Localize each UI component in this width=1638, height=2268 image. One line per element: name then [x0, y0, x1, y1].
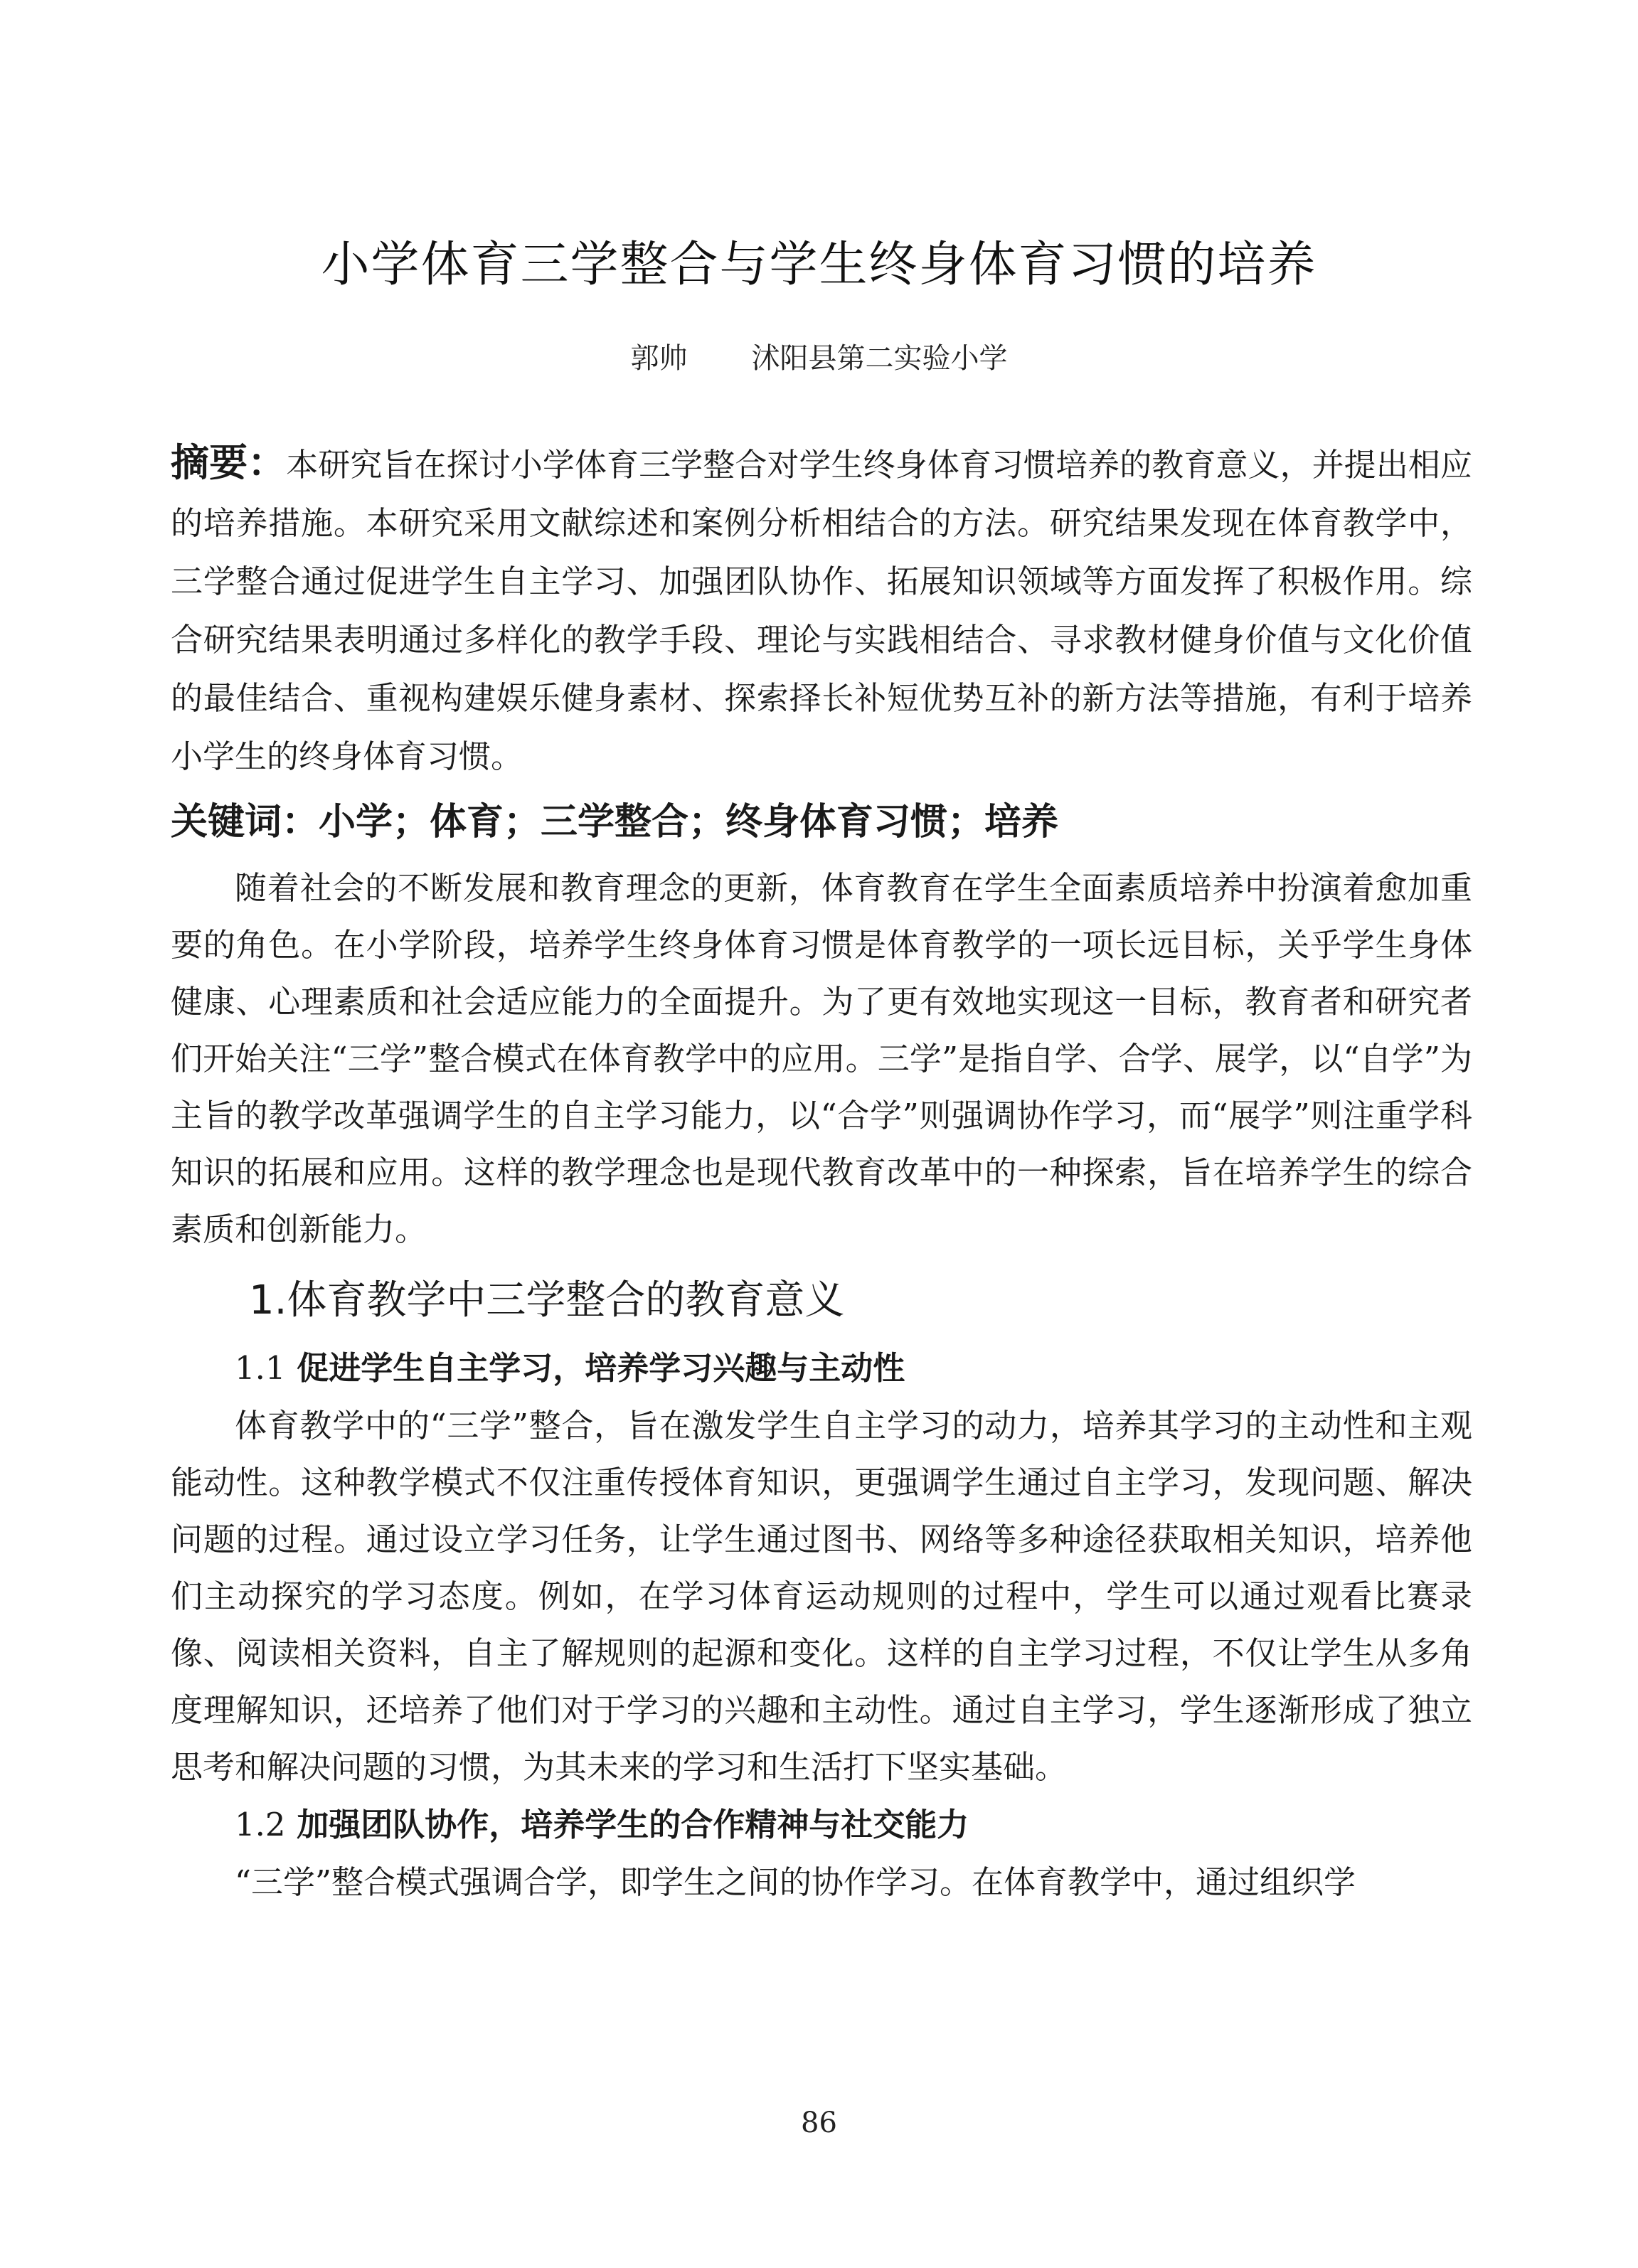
author-name: 郭帅 [630, 342, 688, 375]
subsection-heading-1-2 [235, 1796, 1472, 1854]
abstract-text: 本研究旨在探讨小学体育三学整合对学生终身体育习惯培养的教育意义，并提出相应的培养措施。本研究采用文献综述和案例分析相结合的方法。研究结果发现在体育教学中，三学整合通过促进学生自主学习、加强团队协作、拓展知识领域等方面发挥了积极作用。综合研究结果表明通过多样化的教学手段、理论与实践相结合、寻求教材健身价值与文化价值的最佳结合、重视构建娱乐健身素材、探索择长补短优势互补的新方法等措施，有利于培养小学生的终身体育习惯。 [171, 446, 1472, 775]
abstract-label: 摘要： [171, 440, 287, 485]
subsection-title: 促进学生自主学习，培养学习兴趣与主动性 [297, 1349, 905, 1387]
subsection-1-2-paragraph: “三学”整合模式强调合学，即学生之间的协作学习。在体育教学中，通过组织学 [235, 1863, 1356, 1901]
subsection-number: 1.1 [235, 1349, 286, 1387]
subsection-heading-1-1 [235, 1339, 1472, 1397]
section-heading: 1.体育教学中三学整合的教育意义 [249, 1277, 845, 1324]
intro-paragraph: 随着社会的不断发展和教育理念的更新，体育教育在学生全面素质培养中扮演着愈加重要的角色。在小学阶段，培养学生终身体育习惯是体育教学的一项长远目标，关乎学生身体健康、心理素质和社会适应能力的全面提升。为了更有效地实现这一目标，教育者和研究者们开始关注“三学”整合模式在体育教学中的应用。三学”是指自学、合学、展学，以“自学”为主旨的教学改革强调学生的自主学习能力，以“合学”则强调协作学习，而“展学”则注重学科知识的拓展和应用。这样的教学理念也是现代教育改革中的一种探索，旨在培养学生的综合素质和创新能力。 [171, 869, 1472, 1248]
paper-body [171, 434, 1472, 1911]
subsection-title: 加强团队协作，培养学生的合作精神与社交能力 [297, 1806, 969, 1843]
author-affiliation: 沭阳县第二实验小学 [751, 342, 1008, 375]
subsection-1-1-paragraph: 体育教学中的“三学”整合，旨在激发学生自主学习的动力，培养其学习的主动性和主观能动性。这种教学模式不仅注重传授体育知识，更强调学生通过自主学习，发现问题、解决问题的过程。通过设立学习任务，让学生通过图书、网络等多种途径获取相关知识，培养他们主动探究的学习态度。例如，在学习体育运动规则的过程中，学生可以通过观看比赛录像、阅读相关资料，自主了解规则的起源和变化。这样的自主学习过程，不仅让学生从多角度理解知识，还培养了他们对于学习的兴趣和主动性。通过自主学习，学生逐渐形成了独立思考和解决问题的习惯，为其未来的学习和生活打下坚实基础。 [171, 1407, 1472, 1786]
paper-title: 小学体育三学整合与学生终身体育习惯的培养 [321, 237, 1317, 293]
keywords: 关键词：小学；体育；三学整合；终身体育习惯；培养 [171, 801, 1059, 843]
byline [0, 336, 1638, 376]
page-number: 86 [801, 2107, 837, 2139]
subsection-number: 1.2 [235, 1806, 286, 1843]
abstract [171, 434, 1472, 786]
